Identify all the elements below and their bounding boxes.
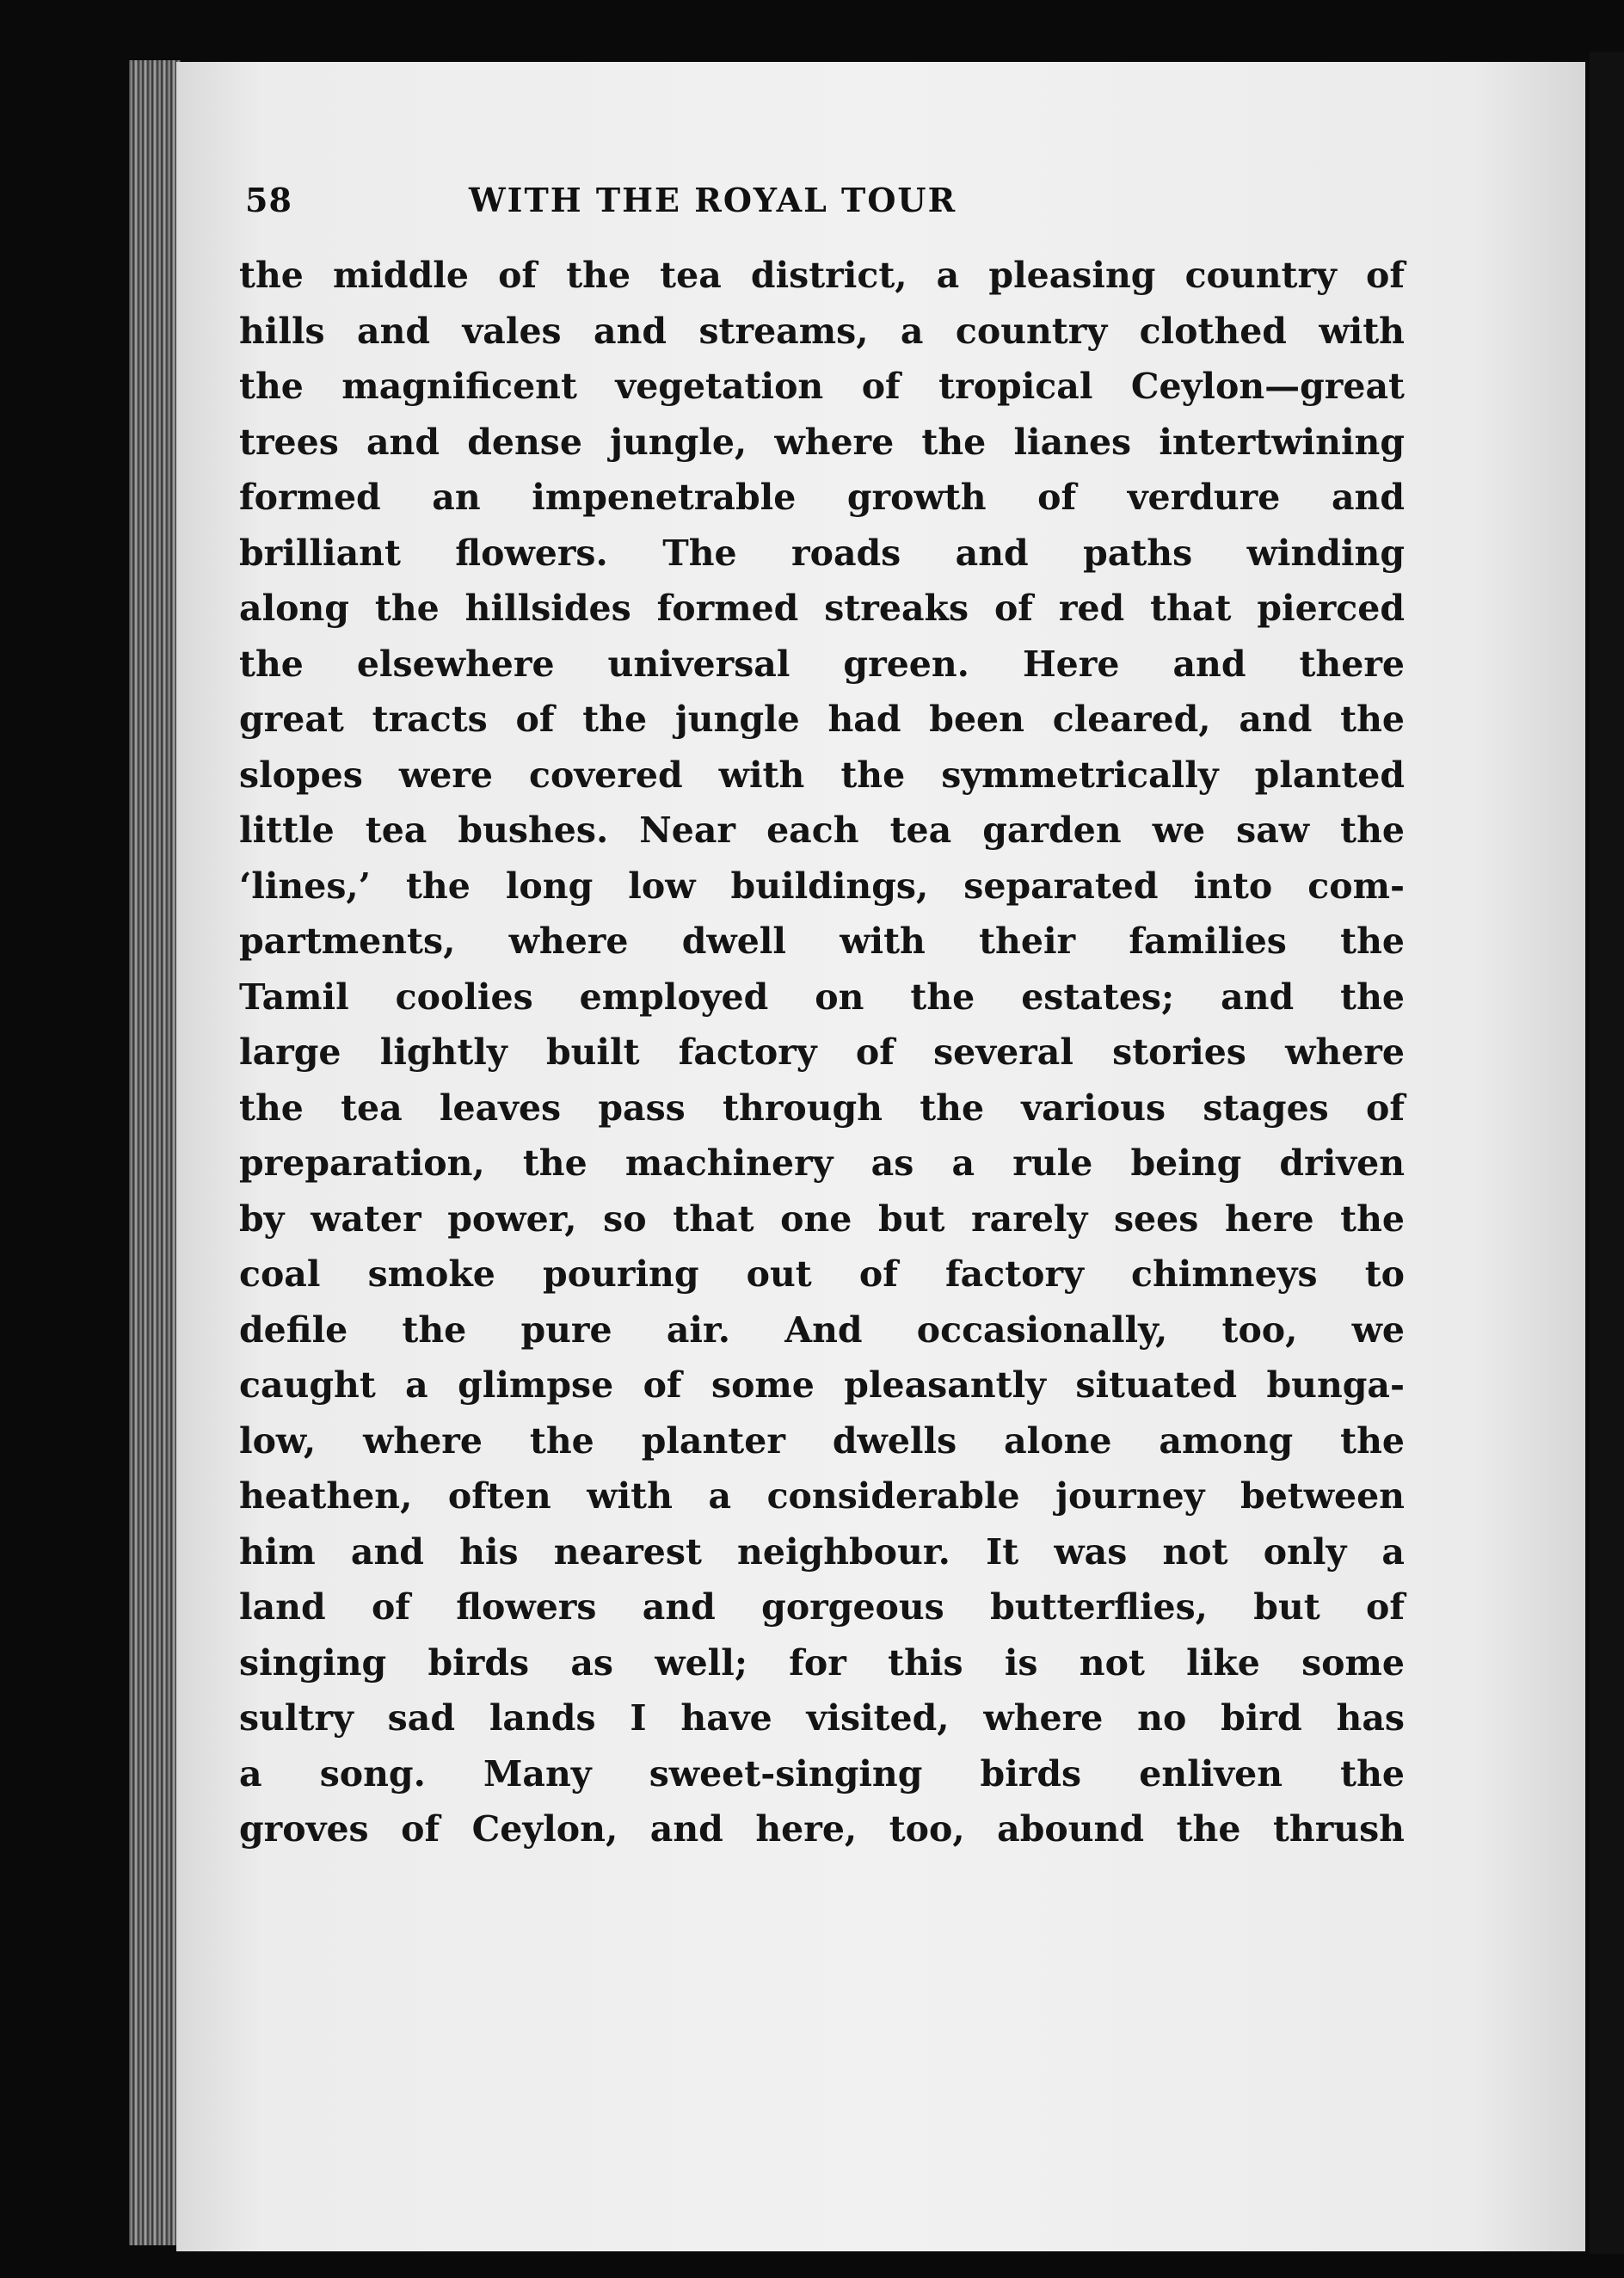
text-line: heathen, often with a considerable journey between bbox=[239, 1475, 1405, 1517]
text-line: great tracts of the jungle had been cleared, and the bbox=[239, 699, 1405, 740]
page-edge-stack bbox=[129, 60, 181, 2245]
text-line: the magnificent vegetation of tropical Ceylon—great bbox=[239, 366, 1405, 407]
text-line: little tea bushes. Near each tea garden we saw the bbox=[239, 810, 1405, 851]
text-line: hills and vales and streams, a country clothed with bbox=[239, 310, 1405, 352]
text-line: the middle of the tea district, a pleasing country of bbox=[239, 255, 1405, 296]
text-line: by water power, so that one but rarely sees here the bbox=[239, 1197, 1405, 1240]
text-line: preparation, the machinery as a rule being driven bbox=[239, 1142, 1405, 1184]
text-line: trees and dense jungle, where the lianes intertwining bbox=[239, 421, 1405, 463]
text-line: low, where the planter dwells alone among the bbox=[239, 1419, 1405, 1462]
text-line: sultry sad lands I have visited, where no bird has bbox=[239, 1697, 1405, 1739]
text-line: land of flowers and gorgeous butterflies, but of bbox=[239, 1586, 1405, 1628]
text-line: brilliant flowers. The roads and paths winding bbox=[239, 532, 1405, 574]
running-head bbox=[245, 181, 1398, 232]
text-line: singing birds as well; for this is not like some bbox=[239, 1641, 1405, 1684]
text-line: groves of Ceylon, and here, too, abound the thrush bbox=[239, 1808, 1405, 1850]
text-line: him and his nearest neighbour. It was not only a bbox=[239, 1530, 1405, 1573]
page-number: 58 bbox=[245, 181, 292, 219]
text-line: slopes were covered with the symmetrically planted bbox=[239, 754, 1405, 796]
text-line: Tamil coolies employed on the estates; and the bbox=[239, 976, 1405, 1018]
right-binding-edge bbox=[1590, 52, 1624, 2254]
text-line: along the hillsides formed streaks of red that pierced bbox=[239, 588, 1405, 629]
text-line: the elsewhere universal green. Here and there bbox=[239, 643, 1405, 685]
text-line: the tea leaves pass through the various stages of bbox=[239, 1087, 1405, 1129]
text-line: partments, where dwell with their families the bbox=[239, 920, 1405, 962]
text-line: ‘lines,’ the long low buildings, separated into com- bbox=[239, 865, 1405, 907]
running-title: WITH THE ROYAL TOUR bbox=[469, 181, 957, 219]
text-line: defile the pure air. And occasionally, too, we bbox=[239, 1308, 1405, 1351]
text-line: large lightly built factory of several stories where bbox=[239, 1031, 1405, 1073]
text-line: formed an impenetrable growth of verdure and bbox=[239, 477, 1405, 518]
text-line: a song. Many sweet-singing birds enliven the bbox=[239, 1752, 1405, 1795]
text-line: coal smoke pouring out of factory chimneys to bbox=[239, 1253, 1405, 1295]
text-line: caught a glimpse of some pleasantly situated bunga- bbox=[239, 1364, 1405, 1406]
body-text bbox=[239, 248, 1405, 1857]
